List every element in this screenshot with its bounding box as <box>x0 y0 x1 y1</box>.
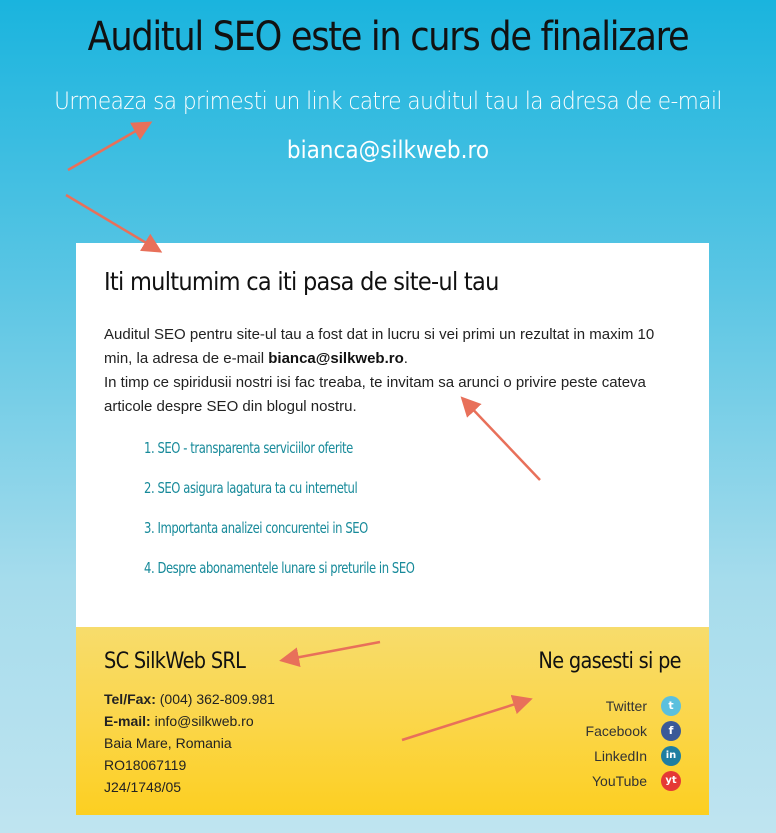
social-item-facebook[interactable] <box>586 718 681 743</box>
article-link-4[interactable]: 4. Despre abonamentele lunare si preturile in SEO <box>144 559 415 577</box>
footer <box>76 627 709 815</box>
social-item-youtube[interactable] <box>586 768 681 793</box>
youtube-icon[interactable]: yt <box>661 771 681 791</box>
arrow-to-card <box>66 195 158 250</box>
phone-line <box>104 688 275 710</box>
facebook-icon[interactable]: f <box>661 721 681 741</box>
article-list <box>144 439 459 599</box>
social-item-linkedin[interactable] <box>586 743 681 768</box>
recipient-email: bianca@silkweb.ro <box>286 136 490 164</box>
social-label-facebook[interactable]: Facebook <box>585 722 647 739</box>
list-item <box>144 559 459 599</box>
address-line: Baia Mare, Romania <box>104 735 232 751</box>
card-paragraph-2: In timp ce spiridusii nostri isi fac treaba, te invitam sa arunci o privire peste cateva articole despre SEO din blogul nostru. <box>104 374 646 415</box>
email-value: info@silkweb.ro <box>150 713 254 729</box>
thank-you-card <box>76 243 709 627</box>
list-item <box>144 439 459 479</box>
list-item <box>144 479 459 519</box>
page-subtitle: Urmeaza sa primesti un link catre auditul tau la adresa de e-mail <box>54 87 722 115</box>
card-paragraph-1-text: Auditul SEO pentru site-ul tau a fost dat in lucru si vei primi un rezultat in maxim 10 min, la adresa de e-mail <box>104 326 655 367</box>
linkedin-icon[interactable]: in <box>661 746 681 766</box>
article-link-1[interactable]: 1. SEO - transparenta serviciilor oferite <box>144 439 353 457</box>
phone-label: Tel/Fax: <box>104 691 156 707</box>
phone-value: (004) 362-809.981 <box>155 691 275 707</box>
social-label-linkedin[interactable]: LinkedIn <box>594 747 647 764</box>
social-label-twitter[interactable]: Twitter <box>605 697 647 714</box>
article-link-3[interactable]: 3. Importanta analizei concurentei in SEO <box>144 519 368 537</box>
social-heading: Ne gasesti si pe <box>538 649 681 674</box>
registration-code: RO18067119 <box>104 757 187 773</box>
twitter-icon[interactable]: t <box>661 696 681 716</box>
contact-details <box>104 688 275 798</box>
article-link-2[interactable]: 2. SEO asigura lagatura ta cu internetul <box>144 479 358 497</box>
social-item-twitter[interactable] <box>586 693 681 718</box>
email-line <box>104 710 275 732</box>
company-name: SC SilkWeb SRL <box>104 649 246 674</box>
card-paragraph-1-end: . <box>403 350 408 367</box>
trade-register-code: J24/1748/05 <box>104 779 182 795</box>
card-body <box>104 323 684 419</box>
email-label: E-mail: <box>104 713 151 729</box>
card-heading: Iti multumim ca iti pasa de site-ul tau <box>104 267 499 296</box>
list-item <box>144 519 459 559</box>
social-links <box>586 693 681 793</box>
card-paragraph-1 <box>104 323 684 371</box>
page-title: Auditul SEO este in curs de finalizare <box>87 14 689 60</box>
social-label-youtube[interactable]: YouTube <box>591 772 647 789</box>
card-paragraph-1-email: bianca@silkweb.ro <box>268 350 404 367</box>
